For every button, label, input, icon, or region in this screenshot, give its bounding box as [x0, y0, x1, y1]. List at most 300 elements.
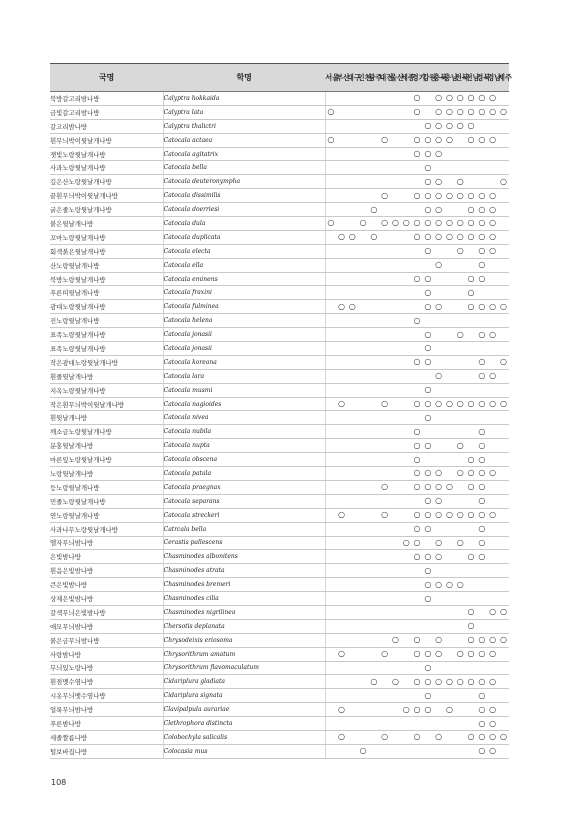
- presence-cell: ○: [433, 92, 444, 106]
- korean-name-cell: 은빛밤나방: [50, 550, 163, 564]
- presence-cell: [455, 633, 466, 647]
- presence-cell: [336, 92, 347, 106]
- presence-cell: ○: [476, 689, 487, 703]
- presence-cell: [336, 383, 347, 397]
- presence-cell: [347, 480, 358, 494]
- presence-cell: [336, 536, 347, 550]
- presence-cell: [358, 119, 369, 133]
- presence-cell: ○: [476, 217, 487, 231]
- presence-cell: [347, 244, 358, 258]
- presence-cell: [455, 453, 466, 467]
- presence-cell: [487, 286, 498, 300]
- presence-cell: [368, 328, 379, 342]
- presence-cell: [336, 605, 347, 619]
- presence-cell: [379, 272, 390, 286]
- presence-cell: [325, 689, 336, 703]
- presence-cell: ○: [487, 744, 498, 758]
- presence-cell: [336, 522, 347, 536]
- korean-name-cell: 큰은빛밤나방: [50, 578, 163, 592]
- presence-cell: [455, 494, 466, 508]
- presence-cell: [401, 133, 412, 147]
- presence-cell: ○: [487, 397, 498, 411]
- presence-cell: [336, 286, 347, 300]
- presence-cell: [422, 314, 433, 328]
- presence-cell: [379, 675, 390, 689]
- presence-cell: [444, 453, 455, 467]
- presence-cell: [498, 550, 509, 564]
- presence-cell: [476, 619, 487, 633]
- scientific-name-cell: Catocala nivea: [163, 411, 325, 425]
- presence-cell: [433, 564, 444, 578]
- presence-cell: [336, 578, 347, 592]
- presence-cell: ○: [368, 203, 379, 217]
- presence-cell: [444, 619, 455, 633]
- presence-cell: [325, 633, 336, 647]
- scientific-name-cell: Chasminodes albonitens: [163, 550, 325, 564]
- presence-cell: [390, 578, 401, 592]
- scientific-name-cell: Catocala agitatrix: [163, 147, 325, 161]
- presence-cell: [444, 300, 455, 314]
- presence-cell: ○: [433, 675, 444, 689]
- presence-cell: [358, 272, 369, 286]
- presence-cell: ○: [476, 369, 487, 383]
- table-row: [50, 328, 509, 342]
- scientific-name-cell: Catocala deuteronympha: [163, 175, 325, 189]
- table-row: [50, 355, 509, 369]
- presence-cell: ○: [466, 480, 477, 494]
- presence-cell: [336, 494, 347, 508]
- presence-cell: [487, 661, 498, 675]
- table-row: [50, 633, 509, 647]
- table-row: [50, 564, 509, 578]
- presence-cell: [487, 355, 498, 369]
- table-row: [50, 147, 509, 161]
- presence-cell: [379, 578, 390, 592]
- korean-name-cell: 작은광대노랑뒷날개나방: [50, 355, 163, 369]
- presence-cell: ○: [336, 397, 347, 411]
- korean-name-cell: 얼룩무늬밤나방: [50, 703, 163, 717]
- presence-cell: ○: [412, 536, 423, 550]
- presence-cell: [358, 342, 369, 356]
- presence-cell: [476, 605, 487, 619]
- presence-cell: ○: [455, 328, 466, 342]
- presence-cell: [358, 689, 369, 703]
- presence-cell: ○: [455, 175, 466, 189]
- presence-cell: ○: [455, 217, 466, 231]
- table-row: [50, 314, 509, 328]
- presence-cell: [358, 467, 369, 481]
- presence-cell: [379, 314, 390, 328]
- presence-cell: [476, 578, 487, 592]
- presence-cell: [358, 369, 369, 383]
- presence-cell: [498, 564, 509, 578]
- presence-cell: ○: [444, 578, 455, 592]
- presence-cell: ○: [455, 578, 466, 592]
- scientific-name-cell: Catocala fulminea: [163, 300, 325, 314]
- presence-cell: ○: [422, 675, 433, 689]
- presence-cell: [347, 328, 358, 342]
- presence-cell: ○: [476, 633, 487, 647]
- presence-cell: [358, 328, 369, 342]
- presence-cell: [401, 522, 412, 536]
- presence-cell: [347, 369, 358, 383]
- column-header-region: 제주: [498, 64, 509, 92]
- presence-cell: [422, 717, 433, 731]
- presence-cell: ○: [476, 203, 487, 217]
- presence-cell: ○: [476, 536, 487, 550]
- presence-cell: ○: [422, 522, 433, 536]
- presence-cell: [498, 439, 509, 453]
- presence-cell: [336, 244, 347, 258]
- presence-cell: [433, 328, 444, 342]
- presence-cell: [390, 92, 401, 106]
- presence-cell: [476, 314, 487, 328]
- presence-cell: [476, 592, 487, 606]
- presence-cell: [444, 744, 455, 758]
- scientific-name-cell: Colobochyla salicalis: [163, 730, 325, 744]
- presence-cell: ○: [390, 217, 401, 231]
- column-header-region: 인천: [358, 64, 369, 92]
- presence-cell: [412, 286, 423, 300]
- presence-cell: [455, 730, 466, 744]
- presence-cell: [433, 703, 444, 717]
- presence-cell: ○: [368, 230, 379, 244]
- presence-cell: [325, 675, 336, 689]
- presence-cell: [444, 689, 455, 703]
- presence-cell: [401, 397, 412, 411]
- presence-cell: [487, 619, 498, 633]
- presence-cell: [455, 592, 466, 606]
- table-row: [50, 272, 509, 286]
- presence-cell: ○: [466, 300, 477, 314]
- presence-cell: [347, 147, 358, 161]
- table-row: [50, 203, 509, 217]
- presence-cell: [336, 425, 347, 439]
- table-header-row: [50, 64, 509, 92]
- presence-cell: [390, 369, 401, 383]
- presence-cell: ○: [422, 564, 433, 578]
- scientific-name-cell: Catocala electa: [163, 244, 325, 258]
- table-row: [50, 425, 509, 439]
- presence-cell: [401, 300, 412, 314]
- presence-cell: [401, 592, 412, 606]
- presence-cell: ○: [412, 730, 423, 744]
- presence-cell: [433, 717, 444, 731]
- presence-cell: [487, 342, 498, 356]
- presence-cell: ○: [422, 578, 433, 592]
- presence-cell: ○: [336, 730, 347, 744]
- presence-cell: [358, 605, 369, 619]
- presence-cell: [325, 175, 336, 189]
- presence-cell: [444, 467, 455, 481]
- scientific-name-cell: Catocala separans: [163, 494, 325, 508]
- presence-cell: ○: [347, 230, 358, 244]
- korean-name-cell: 진노랑뒷날개나방: [50, 314, 163, 328]
- presence-cell: ○: [433, 397, 444, 411]
- presence-cell: ○: [422, 133, 433, 147]
- presence-cell: ○: [466, 633, 477, 647]
- presence-cell: [368, 592, 379, 606]
- presence-cell: [379, 230, 390, 244]
- presence-cell: ○: [433, 550, 444, 564]
- presence-cell: ○: [476, 730, 487, 744]
- presence-cell: ○: [412, 425, 423, 439]
- presence-cell: [444, 536, 455, 550]
- presence-cell: [412, 605, 423, 619]
- presence-cell: [390, 230, 401, 244]
- presence-cell: [347, 189, 358, 203]
- korean-name-cell: 등노랑뒷날개나방: [50, 480, 163, 494]
- presence-cell: ○: [422, 494, 433, 508]
- presence-cell: ○: [487, 675, 498, 689]
- presence-cell: [444, 522, 455, 536]
- presence-cell: ○: [476, 355, 487, 369]
- presence-cell: [358, 675, 369, 689]
- presence-cell: [487, 578, 498, 592]
- presence-cell: ○: [476, 494, 487, 508]
- presence-cell: [368, 633, 379, 647]
- presence-cell: ○: [476, 133, 487, 147]
- presence-cell: [487, 550, 498, 564]
- presence-cell: [455, 300, 466, 314]
- presence-cell: [476, 411, 487, 425]
- column-header-region: 강원: [422, 64, 433, 92]
- presence-cell: ○: [433, 230, 444, 244]
- scientific-name-cell: Clavipalpula aurariae: [163, 703, 325, 717]
- presence-cell: [466, 342, 477, 356]
- presence-cell: [433, 383, 444, 397]
- presence-cell: [379, 425, 390, 439]
- presence-cell: [444, 328, 455, 342]
- presence-cell: [358, 522, 369, 536]
- presence-cell: [379, 258, 390, 272]
- presence-cell: [368, 369, 379, 383]
- presence-cell: [336, 258, 347, 272]
- presence-cell: ○: [422, 355, 433, 369]
- scientific-name-cell: Catocala dula: [163, 217, 325, 231]
- presence-cell: ○: [422, 550, 433, 564]
- presence-cell: [379, 244, 390, 258]
- presence-cell: [412, 342, 423, 356]
- korean-name-cell: 털보바집나방: [50, 744, 163, 758]
- presence-cell: [466, 355, 477, 369]
- presence-cell: [455, 383, 466, 397]
- presence-cell: [379, 744, 390, 758]
- presence-cell: ○: [476, 522, 487, 536]
- scientific-name-cell: Catocala nubila: [163, 425, 325, 439]
- presence-cell: [433, 689, 444, 703]
- presence-cell: [498, 133, 509, 147]
- presence-cell: ○: [412, 522, 423, 536]
- presence-cell: [412, 578, 423, 592]
- presence-cell: [336, 633, 347, 647]
- korean-name-cell: 회색붉은뒷날개나방: [50, 244, 163, 258]
- presence-cell: [412, 258, 423, 272]
- presence-cell: ○: [487, 605, 498, 619]
- korean-name-cell: 민줄노랑뒷날개나방: [50, 494, 163, 508]
- presence-cell: [412, 175, 423, 189]
- presence-cell: [401, 717, 412, 731]
- presence-cell: [466, 369, 477, 383]
- presence-cell: [401, 203, 412, 217]
- presence-cell: [455, 286, 466, 300]
- presence-cell: ○: [325, 133, 336, 147]
- presence-cell: [368, 147, 379, 161]
- korean-name-cell: 작은흰무늬박이뒷날개나방: [50, 397, 163, 411]
- presence-cell: [390, 647, 401, 661]
- korean-name-cell: 지옥노랑뒷날개나방: [50, 383, 163, 397]
- presence-cell: [358, 633, 369, 647]
- presence-cell: [368, 536, 379, 550]
- presence-cell: [444, 439, 455, 453]
- presence-cell: [390, 342, 401, 356]
- presence-cell: ○: [422, 203, 433, 217]
- presence-cell: [358, 189, 369, 203]
- presence-cell: [325, 453, 336, 467]
- korean-name-cell: 잿빛노랑뒷날개나방: [50, 147, 163, 161]
- presence-cell: [368, 161, 379, 175]
- presence-cell: [466, 425, 477, 439]
- presence-cell: [368, 508, 379, 522]
- presence-cell: [444, 633, 455, 647]
- presence-cell: [368, 647, 379, 661]
- presence-cell: ○: [347, 300, 358, 314]
- presence-cell: [466, 314, 477, 328]
- presence-cell: ○: [422, 300, 433, 314]
- presence-cell: [347, 161, 358, 175]
- presence-cell: [368, 286, 379, 300]
- table-row: [50, 161, 509, 175]
- scientific-name-cell: Catocala koreana: [163, 355, 325, 369]
- presence-cell: [433, 161, 444, 175]
- presence-cell: [347, 217, 358, 231]
- korean-name-cell: 세줄짤름나방: [50, 730, 163, 744]
- presence-cell: ○: [466, 286, 477, 300]
- scientific-name-cell: Chasminodes cilia: [163, 592, 325, 606]
- presence-cell: [358, 203, 369, 217]
- scientific-name-cell: Catocala musmi: [163, 383, 325, 397]
- presence-cell: [498, 619, 509, 633]
- presence-cell: ○: [379, 508, 390, 522]
- korean-name-cell: 푸른밤나방: [50, 717, 163, 731]
- presence-cell: [444, 647, 455, 661]
- table-row: [50, 467, 509, 481]
- presence-cell: ○: [476, 258, 487, 272]
- presence-cell: [325, 147, 336, 161]
- presence-cell: [422, 453, 433, 467]
- presence-cell: [412, 689, 423, 703]
- presence-cell: ○: [433, 467, 444, 481]
- presence-cell: [412, 564, 423, 578]
- presence-cell: [379, 633, 390, 647]
- korean-name-cell: 금빛갈고리밤나방: [50, 105, 163, 119]
- presence-cell: [433, 522, 444, 536]
- presence-cell: [433, 411, 444, 425]
- presence-cell: [368, 661, 379, 675]
- korean-name-cell: 북방노랑뒷날개나방: [50, 272, 163, 286]
- presence-cell: [433, 453, 444, 467]
- page-number: 108: [51, 778, 67, 787]
- presence-cell: ○: [455, 439, 466, 453]
- presence-cell: [487, 175, 498, 189]
- presence-cell: [455, 689, 466, 703]
- presence-cell: [498, 661, 509, 675]
- presence-cell: [358, 230, 369, 244]
- presence-cell: ○: [476, 717, 487, 731]
- presence-cell: ○: [444, 92, 455, 106]
- presence-cell: [358, 286, 369, 300]
- presence-cell: [455, 744, 466, 758]
- presence-cell: [412, 203, 423, 217]
- presence-cell: ○: [412, 703, 423, 717]
- presence-cell: [390, 508, 401, 522]
- presence-cell: [498, 522, 509, 536]
- korean-name-cell: 깊은산노랑뒷날개나방: [50, 175, 163, 189]
- presence-cell: ○: [422, 703, 433, 717]
- presence-cell: [358, 425, 369, 439]
- presence-cell: [422, 730, 433, 744]
- presence-cell: [466, 244, 477, 258]
- presence-cell: [379, 203, 390, 217]
- korean-name-cell: 애모무늬밤나방: [50, 619, 163, 633]
- presence-cell: [401, 675, 412, 689]
- presence-cell: [401, 258, 412, 272]
- presence-cell: [390, 605, 401, 619]
- scientific-name-cell: Colocasia mus: [163, 744, 325, 758]
- presence-cell: [466, 536, 477, 550]
- presence-cell: [390, 189, 401, 203]
- presence-cell: [390, 272, 401, 286]
- presence-cell: [390, 286, 401, 300]
- presence-cell: ○: [455, 92, 466, 106]
- presence-cell: [336, 744, 347, 758]
- presence-cell: ○: [379, 217, 390, 231]
- presence-cell: [455, 550, 466, 564]
- presence-cell: [476, 286, 487, 300]
- presence-cell: [401, 272, 412, 286]
- presence-cell: [455, 661, 466, 675]
- presence-cell: [347, 92, 358, 106]
- presence-cell: [498, 480, 509, 494]
- presence-cell: [487, 258, 498, 272]
- table-row: [50, 522, 509, 536]
- presence-cell: [325, 619, 336, 633]
- presence-cell: ○: [455, 508, 466, 522]
- presence-cell: [347, 203, 358, 217]
- presence-cell: ○: [422, 439, 433, 453]
- presence-cell: ○: [444, 133, 455, 147]
- presence-cell: ○: [455, 675, 466, 689]
- presence-cell: ○: [476, 189, 487, 203]
- presence-cell: ○: [444, 230, 455, 244]
- presence-cell: ○: [412, 647, 423, 661]
- presence-cell: ○: [455, 244, 466, 258]
- presence-cell: [498, 703, 509, 717]
- presence-cell: ○: [412, 633, 423, 647]
- table-row: [50, 494, 509, 508]
- presence-cell: [433, 314, 444, 328]
- presence-cell: ○: [466, 397, 477, 411]
- presence-cell: [466, 439, 477, 453]
- presence-cell: ○: [444, 397, 455, 411]
- presence-cell: ○: [422, 342, 433, 356]
- presence-cell: ○: [422, 661, 433, 675]
- presence-cell: ○: [487, 633, 498, 647]
- presence-cell: [358, 105, 369, 119]
- presence-cell: [390, 355, 401, 369]
- presence-cell: [358, 314, 369, 328]
- presence-cell: [390, 147, 401, 161]
